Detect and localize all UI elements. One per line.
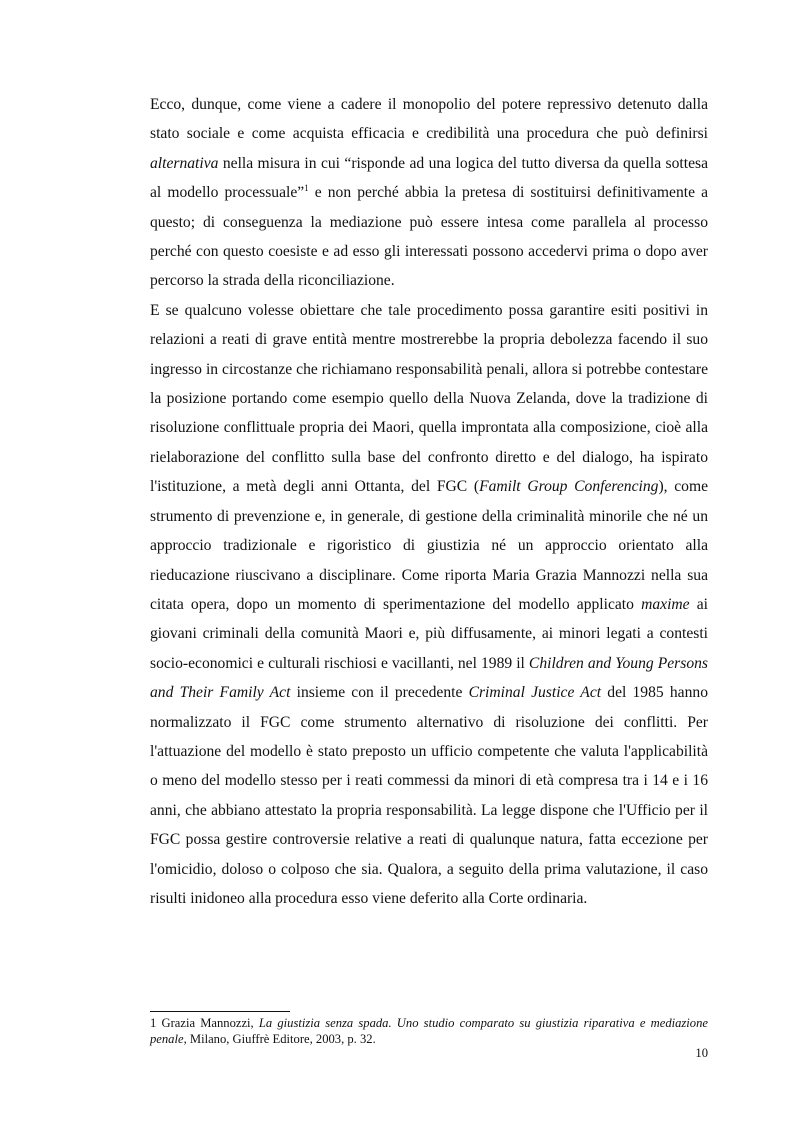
footnote-reference[interactable]: 1 (304, 183, 309, 194)
paragraph-2-text: E se qualcuno volesse obiettare che tale procedimento possa garantire esiti positivi in relazioni a reati di grave entità mentre mostrerebbe la propria debolezza facendo il suo ingresso in circostanze che richiamano responsabilità penali, allora si potrebbe contestare la posizione portando come esempio quello della Nuova Zelanda, dove la tradizione di risoluzione conflittuale propria dei Maori, quella improntata alla composizione, cioè alla rielaborazione del conflitto sulla base del confronto diretto e del dialogo, ha ispirato l'istituzione, a metà degli anni Ottanta, del FGC ( (150, 301, 708, 496)
paragraph-1-quote: nella misura in cui “risponde ad una logica del tutto diversa da quella sottesa al modello processuale” (150, 154, 708, 202)
paragraph-2-text-2: ), come strumento di prevenzione e, in generale, di gestione della criminalità minorile che né un approccio tradizionale e rigoristico di giustizia né un approccio orientato alla rieducazione riuscivano a disciplinare. Come riporta Maria Grazia Mannozzi nella sua citata opera, dopo un momento di sperimentazione del modello applicato (150, 478, 708, 613)
paragraph-1-continuation: e non perché abbia la pretesa di sostituirsi definitivamente a questo; di conseguenza la mediazione può essere intesa come parallela al processo perché con questo coesiste e ad esso gli interessati possono accedervi prima o dopo aver percorso la strada della riconciliazione. (150, 184, 708, 290)
paragraph-2-text-5: del 1985 hanno normalizzato il FGC come strumento alternativo di risoluzione dei conflitti. Per l'attuazione del modello è stato preposto un ufficio competente che valuta l'applicabilità o meno del modello stesso per i reati commessi da minori di età compresa tra i 14 e i 16 anni, che abbiano attestato la propria responsabilità. La legge dispone che l'Ufficio per il FGC possa gestire controversie relative a reati di qualunque natura, fatta eccezione per l'omicidio, doloso o colposo che sia. Qualora, a seguito della prima valutazione, il caso risulti inidoneo alla procedura esso viene deferito alla Corte ordinaria. (150, 684, 708, 907)
footnote-author: 1 Grazia Mannozzi, (150, 1016, 259, 1030)
italic-term-criminal-justice-act: Criminal Justice Act (468, 684, 602, 702)
footnote (150, 1016, 708, 1047)
paragraph-1 (150, 90, 708, 296)
body-text (150, 90, 708, 913)
paragraph-2-text-4: insieme con il precedente (290, 684, 469, 702)
page-number: 10 (695, 1046, 708, 1060)
footnote-divider (150, 1011, 290, 1012)
italic-term-alternativa: alternativa (150, 154, 219, 172)
paragraph-1-text: Ecco, dunque, come viene a cadere il monopolio del potere repressivo detenuto dalla stato sociale e come acquista efficacia e credibilità una procedura che può definirsi (150, 96, 708, 143)
footnote-publisher: , Milano, Giuffrè Editore, 2003, p. 32. (183, 1031, 376, 1046)
italic-term-maxime: maxime (641, 595, 690, 613)
paragraph-2-text-3: ai giovani criminali della comunità Maori e, più diffusamente, ai minori legati a contesti socio-economici e culturali rischiosi e vacillanti, nel 1989 il (150, 595, 708, 672)
paragraph-2 (150, 296, 708, 914)
italic-term-fgc: Familt Group Conferencing (479, 478, 659, 496)
footnote-book-title: La giustizia senza spada. Uno studio comparato su giustizia riparativa e mediazione penale (150, 1016, 708, 1046)
italic-term-children-act: Children and Young Persons and Their Family Act (150, 654, 708, 702)
